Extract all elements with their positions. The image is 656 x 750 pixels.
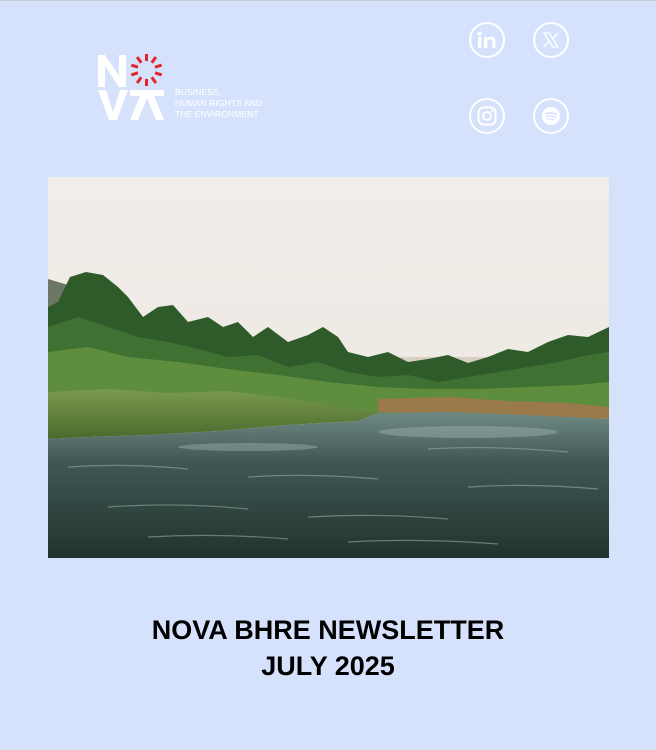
x-link[interactable] bbox=[533, 22, 569, 58]
spotify-link[interactable] bbox=[533, 98, 569, 134]
tagline-line-1: BUSINESS, bbox=[175, 87, 222, 97]
instagram-link[interactable] bbox=[469, 98, 505, 134]
logo-tagline bbox=[175, 87, 262, 120]
instagram-icon bbox=[477, 106, 497, 126]
newsletter-title-line-2: JULY 2025 bbox=[261, 651, 395, 681]
linkedin-link[interactable] bbox=[469, 22, 505, 58]
nova-logo[interactable] bbox=[96, 52, 296, 124]
landscape-photo bbox=[48, 177, 609, 558]
newsletter-title bbox=[0, 612, 656, 684]
nova-logo-mark bbox=[96, 52, 168, 122]
top-divider bbox=[0, 0, 656, 1]
x-icon bbox=[542, 31, 560, 49]
tagline-line-3: THE ENVIRONMENT bbox=[175, 109, 259, 119]
spotify-icon bbox=[541, 106, 561, 126]
newsletter-title-line-1: NOVA BHRE NEWSLETTER bbox=[151, 615, 505, 645]
linkedin-icon bbox=[476, 31, 498, 49]
tagline-line-2: HUMAN RIGHTS AND bbox=[175, 98, 263, 108]
hero-image bbox=[48, 177, 609, 558]
